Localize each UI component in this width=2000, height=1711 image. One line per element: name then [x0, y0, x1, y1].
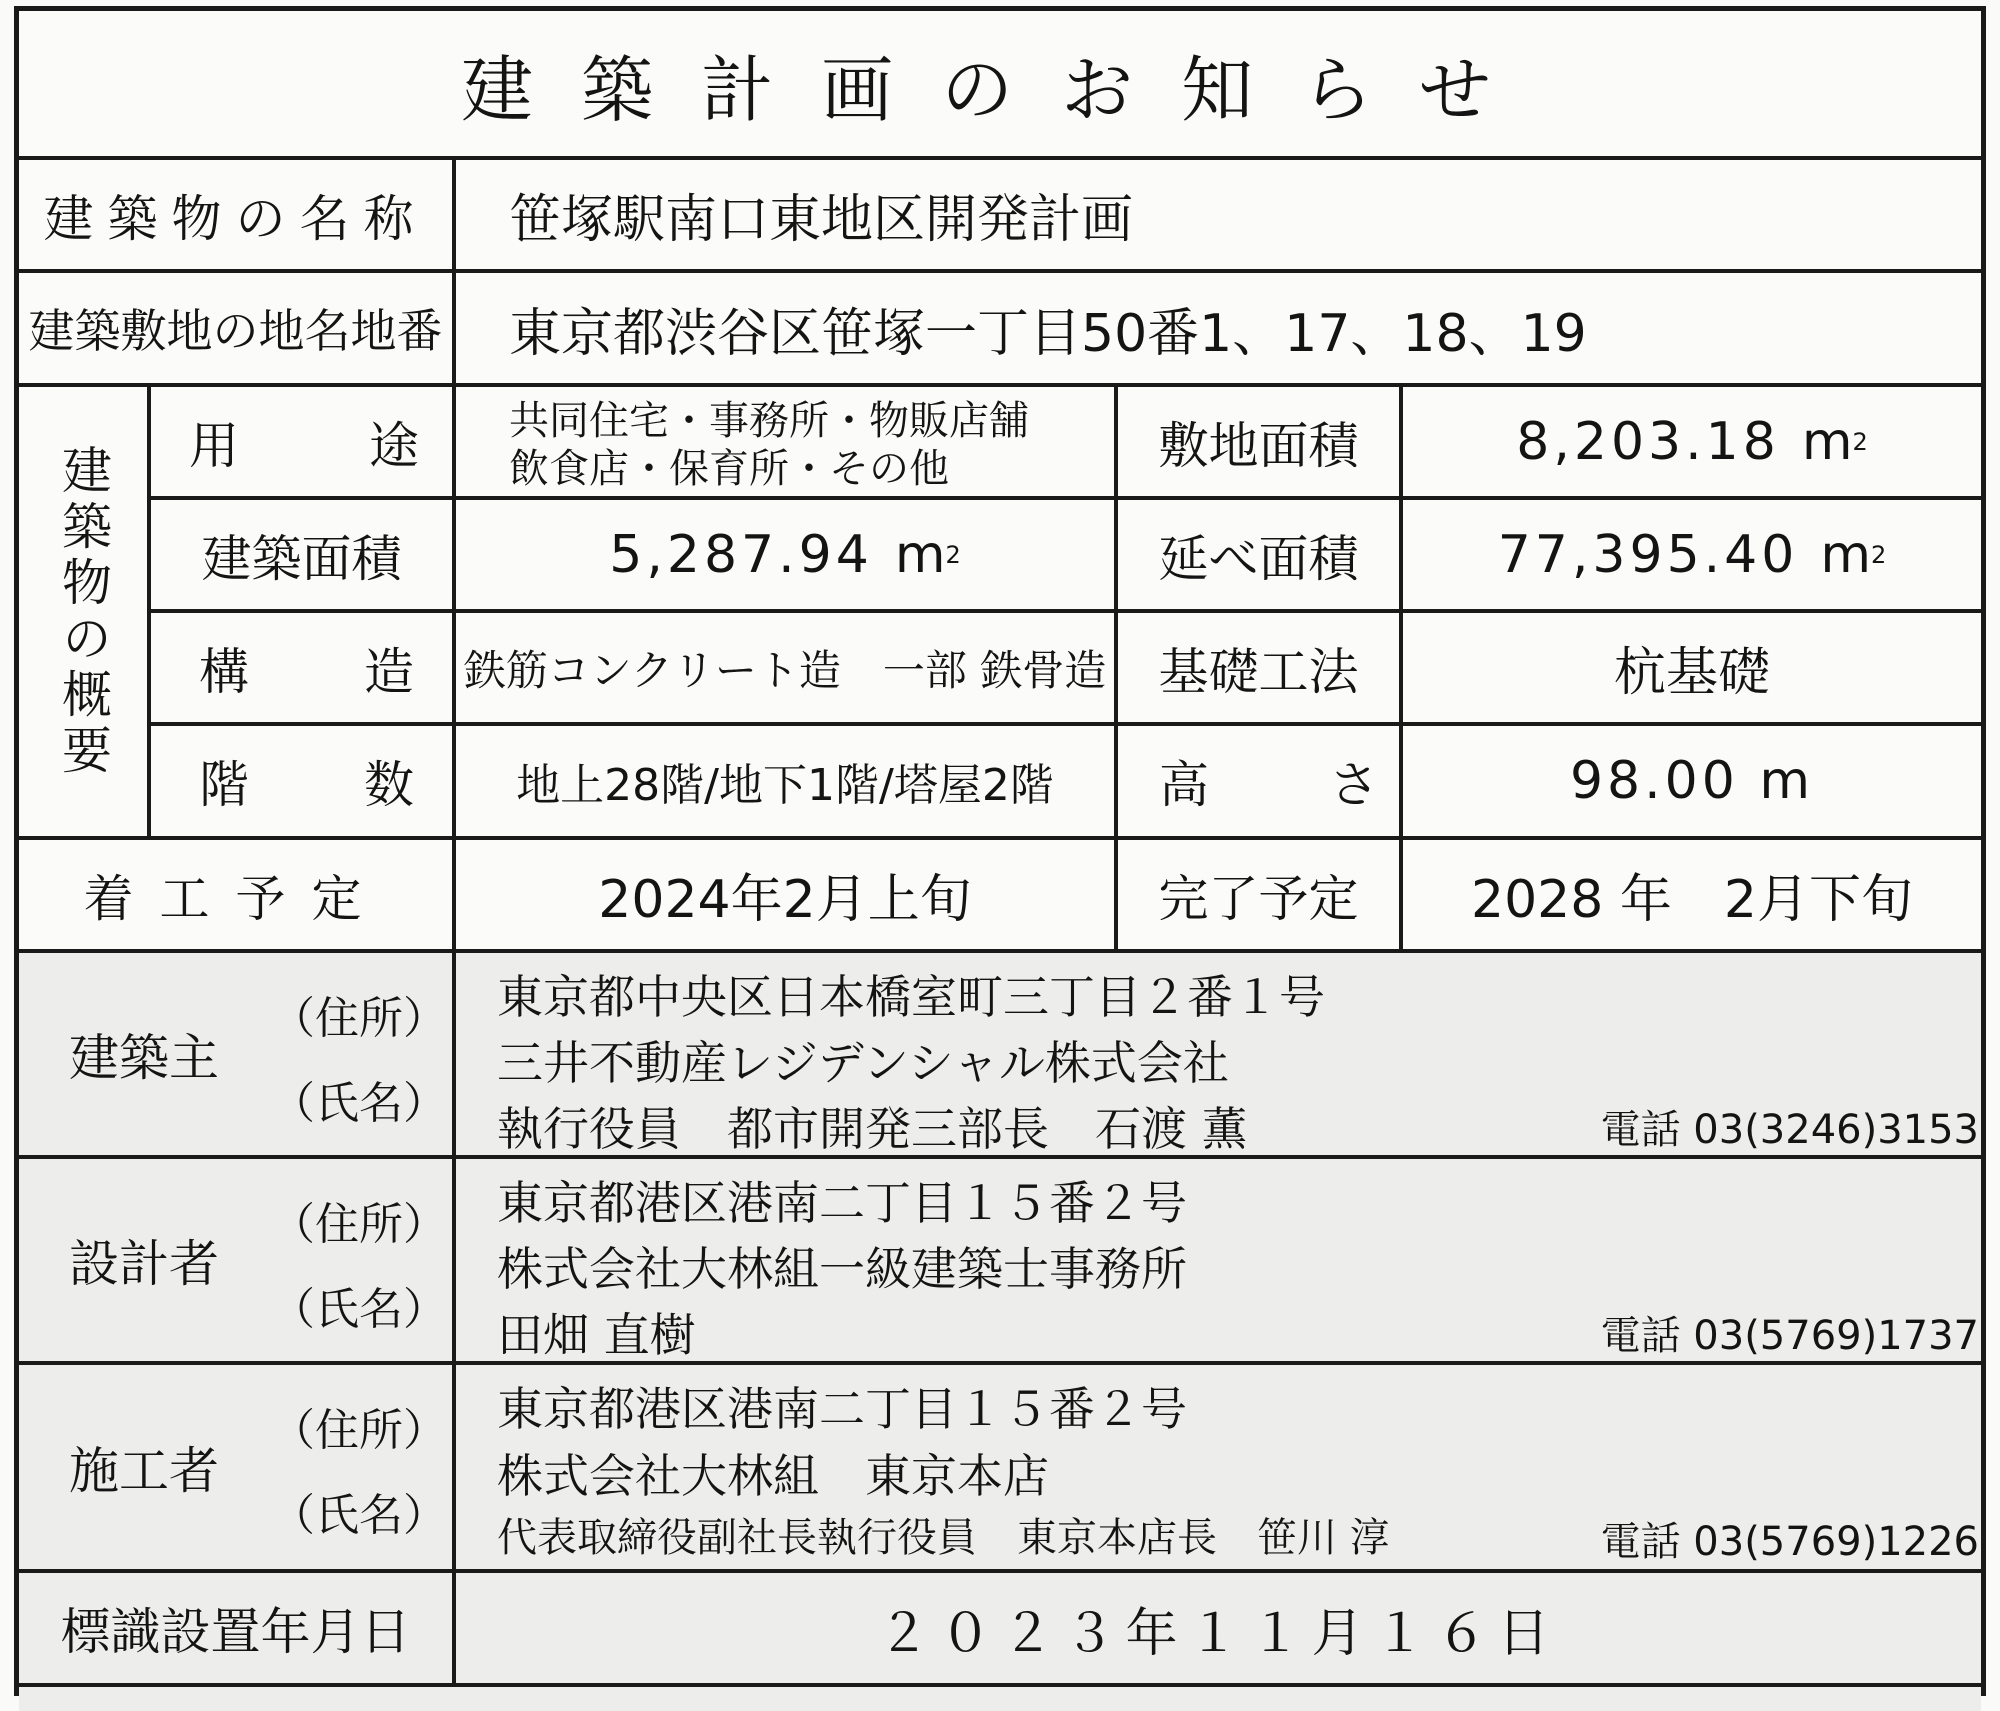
- label-text: 基礎工法: [1158, 642, 1359, 701]
- site-value: [509, 273, 1959, 383]
- label-text: 完了予定: [1158, 869, 1359, 928]
- start-value: [456, 840, 1114, 949]
- contractor-label: [69, 1365, 269, 1569]
- notice-board: [14, 6, 1986, 1696]
- value-text: 地上28階/地下1階/塔屋2階: [516, 760, 1054, 811]
- company-text: 株式会社大林組一級建築士事務所: [497, 1242, 1187, 1296]
- value-text: 笹塚駅南口東地区開発計画: [509, 190, 1134, 250]
- use-value: [509, 395, 1109, 495]
- tel-text: 電話 03(3246)3153: [1600, 1106, 1979, 1153]
- label-text: 建築物の概要: [54, 443, 112, 780]
- label-text: 階数: [199, 756, 529, 814]
- value-text: 杭基礎: [1613, 643, 1770, 703]
- posted-value: [456, 1573, 1981, 1683]
- tag-text: （氏名）: [271, 1077, 447, 1129]
- tag-text: （住所）: [271, 992, 447, 1044]
- value-text: 98.00 m: [1569, 751, 1815, 811]
- value-text: 2024年2月上旬: [598, 870, 972, 930]
- tag-text: （住所）: [271, 1198, 447, 1250]
- value-text: 77,395.40: [1497, 524, 1799, 585]
- contractor-details: [497, 1373, 1597, 1563]
- tag-text: （氏名）: [271, 1489, 447, 1541]
- value-text: 8,203.18: [1516, 411, 1780, 472]
- label-text: 設計者: [69, 1235, 219, 1293]
- unit-text: m: [894, 524, 946, 585]
- name-label: [19, 160, 452, 269]
- company-text: 株式会社大林組 東京本店: [497, 1448, 1049, 1503]
- tel-text: 電話 03(5769)1226: [1600, 1518, 1979, 1565]
- site-label: [19, 273, 452, 383]
- overview-label: [19, 387, 147, 836]
- label-text: 延べ面積: [1158, 529, 1359, 588]
- owner-label: [69, 953, 269, 1155]
- person-text: 執行役員 都市開発三部長 石渡 薫: [497, 1102, 1248, 1156]
- height-value: [1403, 726, 1981, 836]
- unit-sup: 2: [945, 540, 961, 569]
- label-text: 構造: [199, 642, 529, 701]
- floor-area-value: [1403, 500, 1981, 609]
- height-label: [1159, 726, 1499, 836]
- floors-label: [199, 726, 529, 836]
- designer-label: [69, 1159, 269, 1361]
- tag-text: （住所）: [271, 1404, 447, 1456]
- value-text: 2028 年 2月下旬: [1471, 870, 1913, 930]
- person-text: 田畑 直樹: [497, 1308, 696, 1362]
- contractor-tags: [269, 1383, 449, 1553]
- unit-sup: 2: [1852, 427, 1868, 456]
- tag-text: （氏名）: [271, 1283, 447, 1335]
- person-text: 代表取締役副社長執行役員 東京本店長 笹川 淳: [497, 1515, 1390, 1561]
- label-text: 着工予定: [83, 869, 388, 928]
- designer-tags: [269, 1177, 449, 1347]
- end-label: [1118, 840, 1399, 949]
- label-text: 施工者: [69, 1442, 219, 1500]
- tel-text: 電話 03(5769)1737: [1600, 1312, 1979, 1359]
- site-area-value: [1403, 387, 1981, 496]
- value-text: 5,287.94: [609, 524, 873, 585]
- foundation-value: [1403, 613, 1981, 722]
- start-label: [19, 840, 452, 949]
- floors-value: [456, 726, 1114, 836]
- value-text: ２０２３年１１月１６日: [877, 1603, 1560, 1664]
- site-area-label: [1118, 387, 1399, 496]
- structure-value: [456, 613, 1114, 722]
- name-value: [509, 160, 1909, 269]
- rule: [19, 1683, 1981, 1687]
- label-text: 敷地面積: [1158, 416, 1359, 475]
- label-text: 建築物の名称: [43, 189, 428, 248]
- label-text: 標識設置年月日: [60, 1603, 411, 1661]
- rule: [19, 1361, 1981, 1365]
- building-area-label: [151, 500, 452, 609]
- unit-text: m: [1820, 524, 1872, 585]
- label-text: 用途: [189, 416, 549, 475]
- company-text: 三井不動産レジデンシャル株式会社: [497, 1036, 1229, 1090]
- label-text: 建築主: [69, 1029, 219, 1087]
- rule: [147, 383, 151, 836]
- use-label: [189, 387, 549, 496]
- structure-label: [199, 613, 529, 722]
- label-text: 建築敷地の地名地番: [28, 304, 443, 358]
- owner-tags: [269, 971, 449, 1141]
- title-text: 建築計画のお知らせ: [461, 47, 1539, 132]
- unit-text: m: [1801, 411, 1853, 472]
- address-text: 東京都港区港南二丁目１５番２号: [497, 1176, 1187, 1230]
- owner-tel: [1559, 1101, 1979, 1151]
- page-title: [19, 11, 1981, 156]
- floor-area-label: [1118, 500, 1399, 609]
- address-text: 東京都中央区日本橋室町三丁目２番１号: [497, 970, 1325, 1024]
- label-text: 高さ: [1159, 756, 1499, 814]
- value-text: 東京都渋谷区笹塚一丁目50番1、17、18、19: [509, 303, 1587, 364]
- label-text: 建築面積: [201, 529, 402, 588]
- building-area-value: [456, 500, 1114, 609]
- value-text: 飲食店・保育所・その他: [509, 446, 949, 492]
- rule: [19, 949, 1981, 953]
- address-text: 東京都港区港南二丁目１５番２号: [497, 1382, 1187, 1436]
- posted-label: [19, 1573, 452, 1683]
- contractor-tel: [1559, 1513, 1979, 1563]
- value-text: 鉄筋コンクリート造 一部 鉄骨造: [463, 645, 1107, 695]
- foundation-label: [1118, 613, 1399, 722]
- value-text: 共同住宅・事務所・物販店舗: [509, 398, 1029, 444]
- end-value: [1403, 840, 1981, 949]
- unit-sup: 2: [1871, 540, 1887, 569]
- designer-tel: [1559, 1307, 1979, 1357]
